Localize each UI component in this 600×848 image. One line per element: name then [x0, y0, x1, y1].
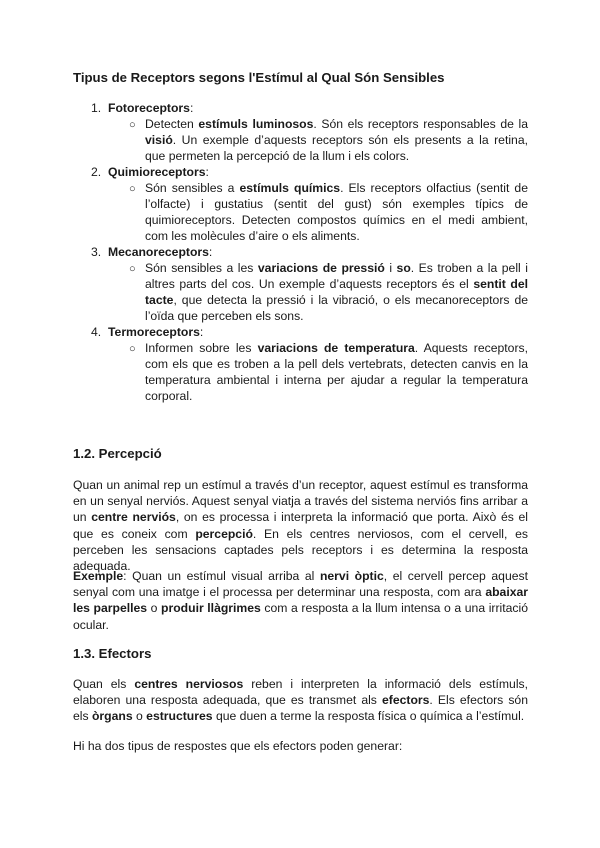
list-item-title: Fotoreceptors: — [108, 101, 194, 115]
response-types-intro: Hi ha dos tipus de respostes que els efectors poden generar: — [73, 739, 403, 753]
receptor-name: Quimioreceptors — [108, 165, 206, 179]
section-heading-efectors: 1.3. Efectors — [73, 646, 152, 661]
section-heading-percepcio: 1.2. Percepció — [73, 446, 162, 461]
list-number: 1. — [91, 101, 102, 115]
receptor-description: Són sensibles a les variacions de pressió i so. Es troben a la pell i altres parts del cos. Un exemple d’aquests receptors és el sentit del tacte, que detecta la pressió i la vibració, o els mecanoreceptors de l’oïda que perceben els sons. — [145, 261, 529, 323]
receptor-name: Mecanoreceptors — [108, 245, 209, 259]
receptor-types-heading: Tipus de Receptors segons l'Estímul al Qual Són Sensibles — [73, 70, 445, 85]
list-item-title: Mecanoreceptors: — [108, 245, 213, 259]
bullet-icon: ○ — [129, 343, 136, 355]
efectors-paragraph: Quan els centres nerviosos reben i interpreten la informació dels estímuls, elaboren una resposta adequada, que es transmet als efectors. Els efectors són els òrgans o estructures que duen a terme la resposta física o química a l’estímul. — [73, 677, 529, 724]
receptor-description: Són sensibles a estímuls químics. Els receptors olfactius (sentit de l’olfacte) i gustatius (sentit del gust) són exemples típics de quimioreceptors. Detecten compostos químics en el medi ambient, com les molècules d’aire o els aliments. — [145, 181, 528, 243]
bullet-icon: ○ — [129, 119, 136, 131]
percepcio-paragraph: Quan un animal rep un estímul a través d’un receptor, aquest estímul es transforma en un senyal nerviós. Aquest senyal viatja a través del sistema nerviós fins arribar a un centre nerviós, on es processa i interpreta la informació que porta. Això és el que es coneix com percepció. En els centres nerviosos, com el cervell, es perceben les sensacions captades pels receptors i es determina la resposta adequada. — [73, 478, 528, 574]
receptor-description: Detecten estímuls luminosos. Són els receptors responsables de la visió. Un exemple d’aquests receptors són els presents a la retina, que permeten la percepció de la llum i els colors. — [145, 117, 528, 163]
bullet-icon: ○ — [129, 183, 136, 195]
receptor-description: Informen sobre les variacions de temperatura. Aquests receptors, com els que es troben a la pell dels vertebrats, detecten canvis en la temperatura ambiental i interna per ajudar a regular la temperatura corporal. — [145, 341, 528, 403]
receptor-name: Fotoreceptors — [108, 101, 190, 115]
list-item-title: Termoreceptors: — [108, 325, 204, 339]
list-number: 4. — [91, 325, 102, 339]
exemple-paragraph: Exemple: Quan un estímul visual arriba al nervi òptic, el cervell percep aquest senyal com una imatge i el processa per determinar una resposta, com ara abaixar les parpelles o produir llàgrimes com a resposta a la llum intensa o a una irritació ocular. — [73, 569, 528, 632]
list-number: 3. — [91, 245, 102, 259]
bullet-icon: ○ — [129, 263, 136, 275]
receptor-name: Termoreceptors — [108, 325, 200, 339]
list-item-title: Quimioreceptors: — [108, 165, 209, 179]
list-number: 2. — [91, 165, 102, 179]
